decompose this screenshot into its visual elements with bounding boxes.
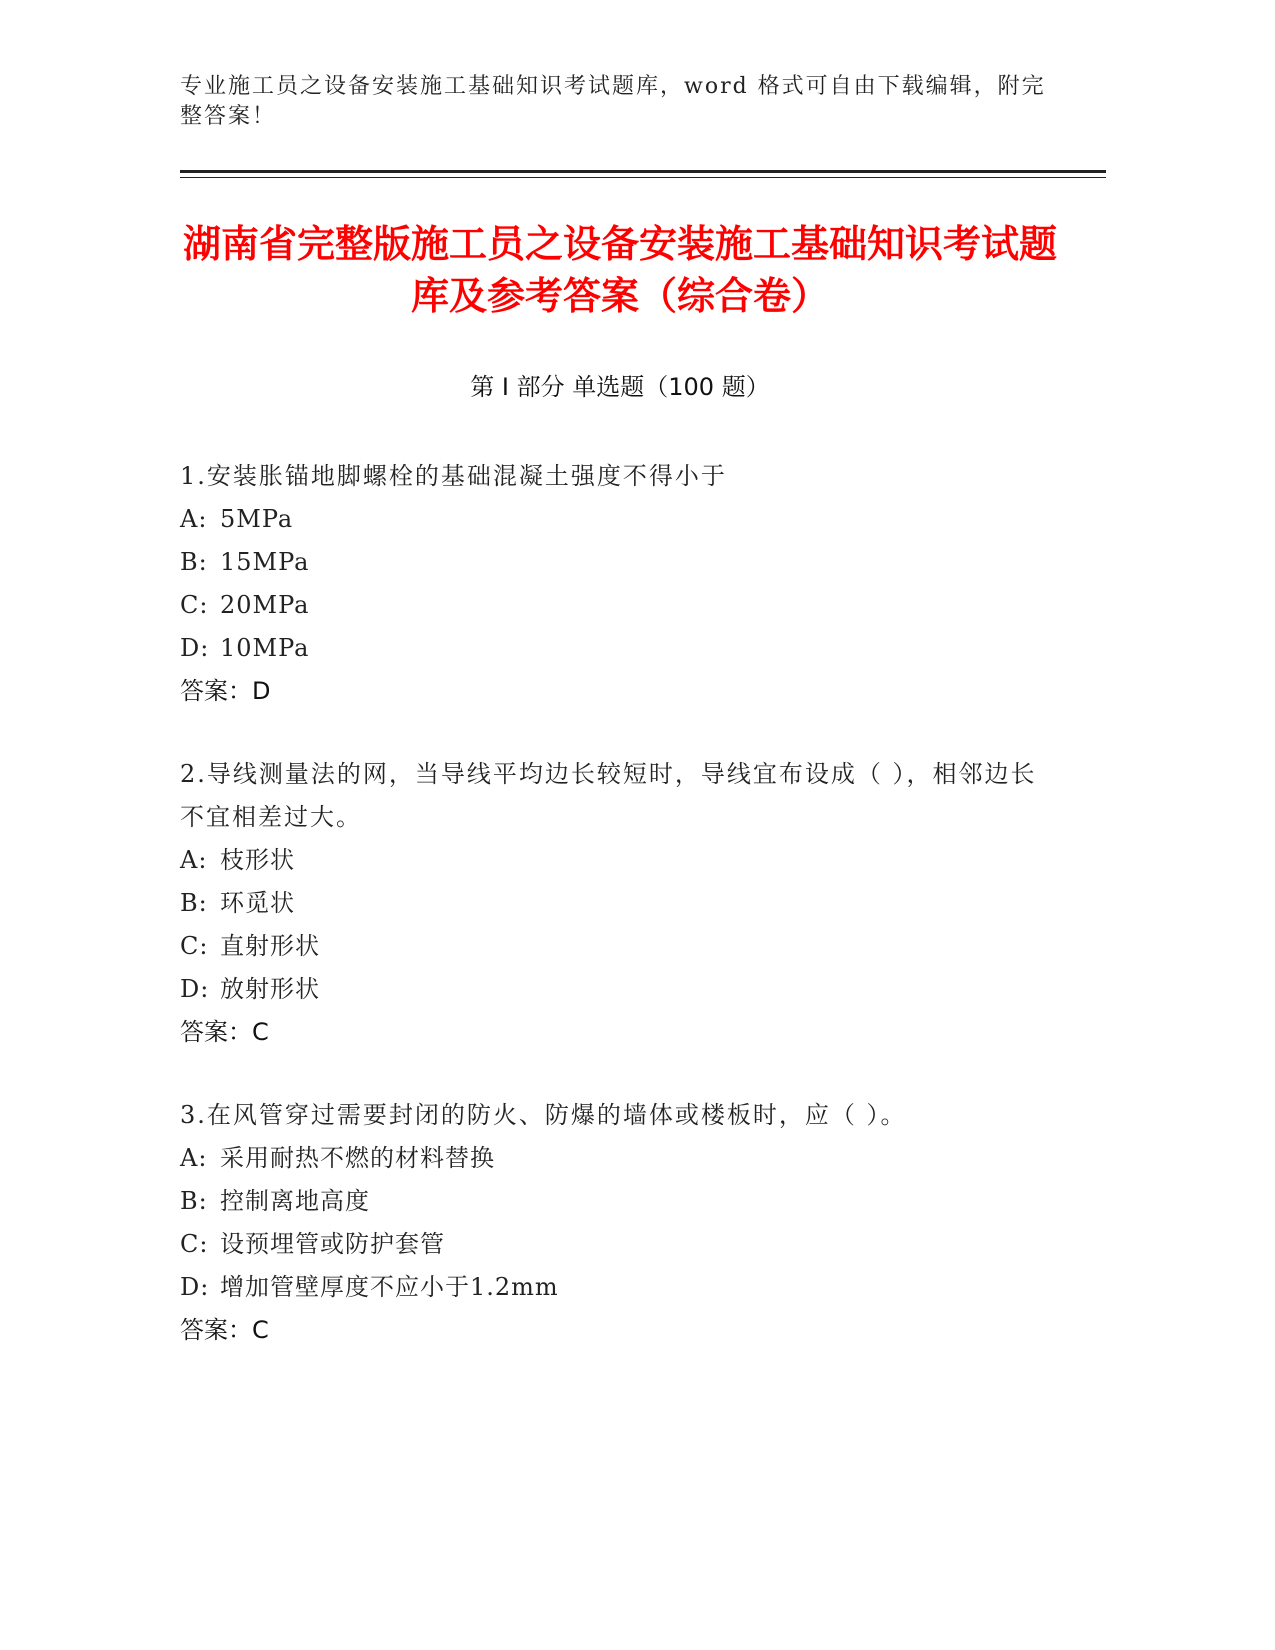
option-b [180, 882, 1060, 925]
option-letter: A: [180, 1144, 208, 1172]
option-text: 5MPa [220, 505, 294, 533]
option-d [180, 968, 1060, 1011]
option-letter: C: [180, 1230, 209, 1258]
option-a [180, 1137, 1060, 1180]
option-b [180, 541, 1060, 584]
question-text: 2.导线测量法的网，当导线平均边长较短时，导线宜布设成（ ），相邻边长不宜相差过大。 [180, 760, 1037, 831]
question-2 [180, 753, 1060, 1054]
option-d [180, 627, 1060, 670]
option-letter: D: [180, 975, 210, 1003]
answer-line: 答案：C [180, 1018, 269, 1046]
option-letter: C: [180, 932, 209, 960]
option-text: 10MPa [220, 634, 310, 662]
option-text: 15MPa [220, 548, 310, 576]
option-d [180, 1266, 1060, 1309]
option-text: 设预埋管或防护套管 [220, 1230, 445, 1258]
option-c [180, 1223, 1060, 1266]
option-c [180, 584, 1060, 627]
section-title: 第 I 部分 单选题（100 题） [470, 373, 770, 401]
option-text: 枝形状 [220, 846, 295, 874]
option-letter: D: [180, 1273, 210, 1301]
answer-line: 答案：D [180, 677, 271, 705]
option-letter: D: [180, 634, 210, 662]
answer-line: 答案：C [180, 1316, 269, 1344]
option-letter: B: [180, 1187, 208, 1215]
option-text: 环觅状 [220, 889, 295, 917]
option-c [180, 925, 1060, 968]
header-divider-thick [180, 170, 1106, 173]
question-text: 1.安装胀锚地脚螺栓的基础混凝土强度不得小于 [180, 462, 727, 490]
option-a [180, 839, 1060, 882]
option-text: 采用耐热不燃的材料替换 [220, 1144, 495, 1172]
option-text: 增加管壁厚度不应小于1.2mm [220, 1273, 559, 1301]
option-b [180, 1180, 1060, 1223]
question-1 [180, 455, 1060, 713]
option-text: 直射形状 [220, 932, 320, 960]
option-text: 放射形状 [220, 975, 320, 1003]
question-text: 3.在风管穿过需要封闭的防火、防爆的墙体或楼板时，应（ ）。 [180, 1101, 907, 1129]
header-note: 专业施工员之设备安装施工基础知识考试题库，word 格式可自由下载编辑，附完整答案！ [180, 74, 1046, 129]
option-letter: B: [180, 548, 208, 576]
option-text: 控制离地高度 [220, 1187, 370, 1215]
option-text: 20MPa [220, 591, 310, 619]
header-divider-thin [180, 177, 1106, 178]
option-letter: A: [180, 846, 208, 874]
option-letter: B: [180, 889, 208, 917]
question-list [180, 455, 1060, 1392]
document-title: 湖南省完整版施工员之设备安装施工基础知识考试题库及参考答案（综合卷） [182, 222, 1057, 318]
option-letter: A: [180, 505, 208, 533]
question-3 [180, 1094, 1060, 1352]
option-a [180, 498, 1060, 541]
option-letter: C: [180, 591, 209, 619]
